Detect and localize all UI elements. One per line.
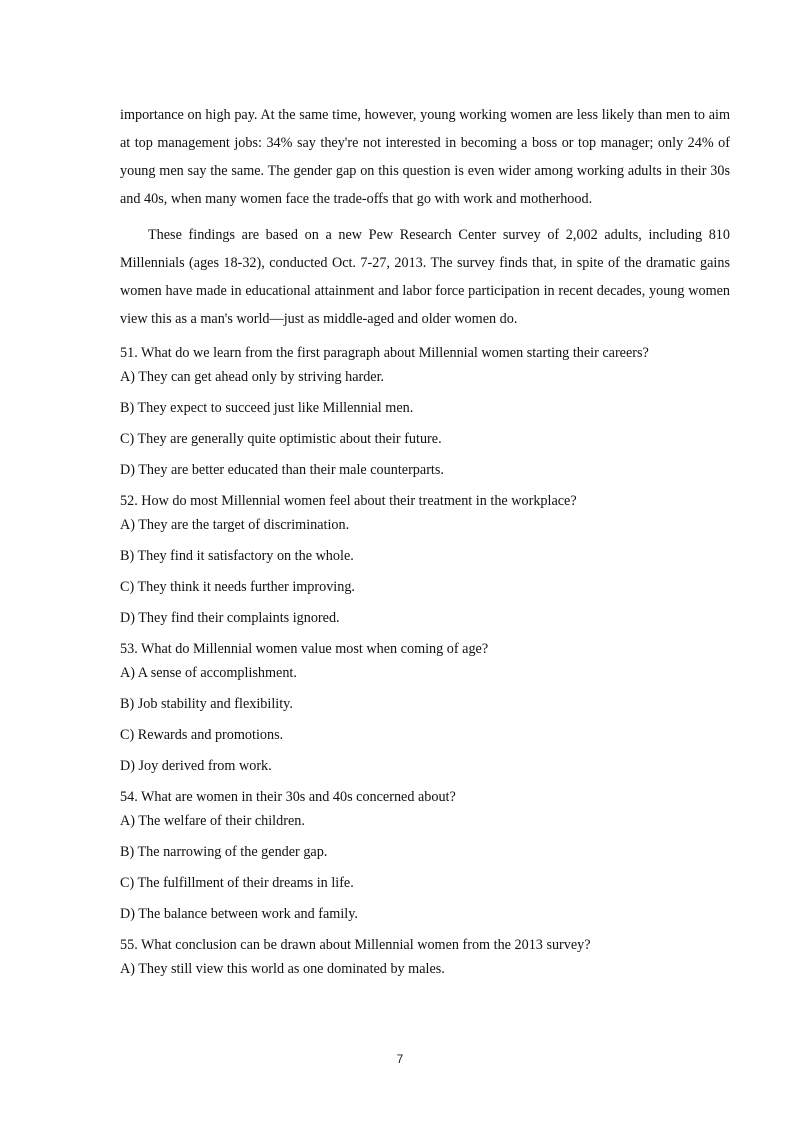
question-52: [120, 491, 730, 634]
question-53-text: 53. What do Millennial women value most when coming of age?: [120, 641, 489, 657]
question-55-text: 55. What conclusion can be drawn about Millennial women from the 2013 survey?: [120, 937, 591, 953]
question-54-option-c: C) The fulfillment of their dreams in life.: [120, 875, 354, 891]
question-52-option-d: D) They find their complaints ignored.: [120, 610, 340, 626]
passage-paragraph-2: These findings are based on a new Pew Research Center survey of 2,002 adults, including 810 Millennials (ages 18-32), conducted Oct. 7-27, 2013. The survey finds that, in spite of the dramatic gains women have made in educational attainment and labor force participation in recent decades, young women view this as a man's world—just as middle-aged and older women do.: [120, 227, 730, 327]
passage-paragraph-1: importance on high pay. At the same time, however, young working women are less likely than men to aim at top management jobs: 34% say they're not interested in becoming a boss or top manager; only 24% of young men say the same. The gender gap on this question is even wider among working adults in their 30s and 40s, when many women face the trade-offs that go with work and motherhood.: [120, 107, 730, 207]
question-51: [120, 343, 730, 486]
question-51-option-a: A) They can get ahead only by striving harder.: [120, 369, 385, 385]
question-51-option-b: B) They expect to succeed just like Millennial men.: [120, 400, 414, 416]
question-53-option-b: B) Job stability and flexibility.: [120, 696, 293, 712]
question-53-option-d: D) Joy derived from work.: [120, 758, 272, 774]
question-53-option-a: A) A sense of accomplishment.: [120, 665, 297, 681]
question-54-text: 54. What are women in their 30s and 40s concerned about?: [120, 789, 456, 805]
page-number: 7: [396, 1052, 404, 1066]
question-54-option-a: A) The welfare of their children.: [120, 813, 305, 829]
question-54-option-b: B) The narrowing of the gender gap.: [120, 844, 328, 860]
question-51-text: 51. What do we learn from the first paragraph about Millennial women starting their careers?: [120, 345, 649, 361]
question-53: [120, 639, 730, 782]
question-51-option-d: D) They are better educated than their male counterparts.: [120, 462, 444, 478]
question-53-option-c: C) Rewards and promotions.: [120, 727, 284, 743]
question-52-option-b: B) They find it satisfactory on the whole.: [120, 548, 354, 564]
question-52-option-c: C) They think it needs further improving.: [120, 579, 355, 595]
question-55: [120, 935, 730, 985]
question-55-option-a: A) They still view this world as one dominated by males.: [120, 961, 445, 977]
question-51-option-c: C) They are generally quite optimistic about their future.: [120, 431, 442, 447]
question-52-option-a: A) They are the target of discrimination.: [120, 517, 350, 533]
page-content: [120, 101, 730, 985]
question-52-text: 52. How do most Millennial women feel about their treatment in the workplace?: [120, 493, 577, 509]
question-54-option-d: D) The balance between work and family.: [120, 906, 358, 922]
question-54: [120, 787, 730, 930]
